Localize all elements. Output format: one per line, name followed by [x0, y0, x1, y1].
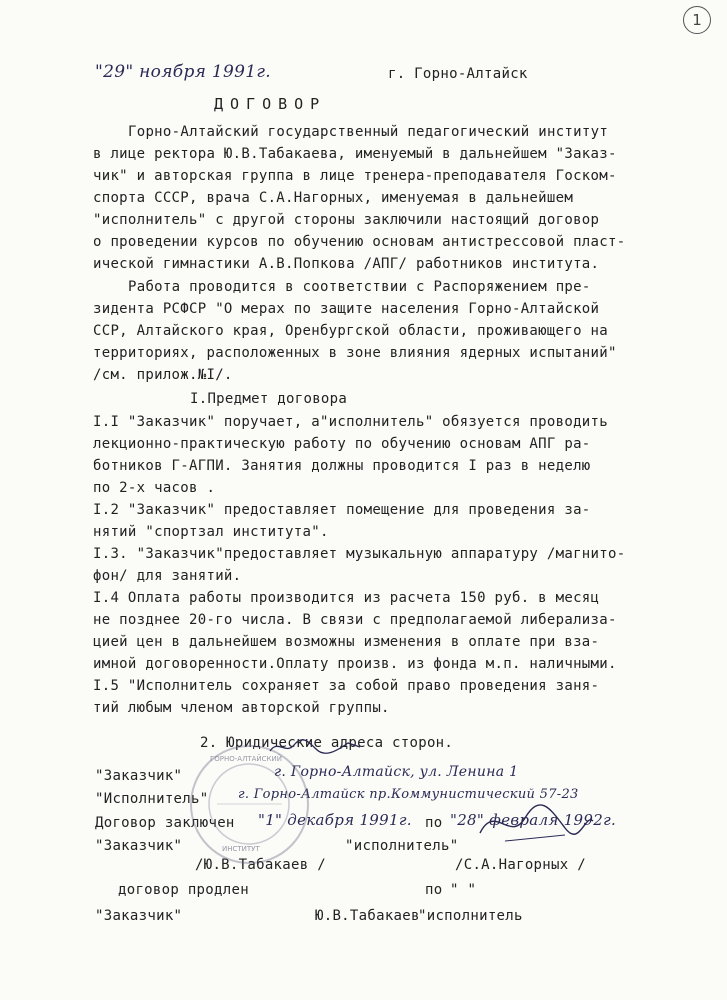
basis-line: ССР, Алтайского края, Оренбургской области, проживающего на: [93, 323, 608, 339]
section-1-heading: I.Предмет договора: [190, 391, 348, 407]
extended-label: договор продлен: [118, 882, 249, 898]
customer-address: г. Горно-Алтайск, ул. Ленина 1: [274, 764, 519, 780]
section-1-line: I.4 Оплата работы производится из расчета 150 руб. в месяц: [93, 590, 600, 606]
signature-executor-label: "исполнитель": [345, 838, 459, 854]
intro-line: ической гимнастики А.В.Попкова /АПГ/ работников института.: [93, 256, 600, 272]
basis-line: /см. прилож.№I/.: [93, 367, 233, 383]
final-customer-label: "Заказчик": [95, 908, 183, 924]
section-1-line: фон/ для занятий.: [93, 568, 242, 584]
extended-to: " ": [450, 882, 477, 898]
basis-line: территориях, расположенных в зоне влияния ядерных испытаний": [93, 345, 617, 361]
section-1-line: I.5 "Исполнитель сохраняет за собой право проведения заня-: [93, 678, 600, 694]
section-1-line: I.2 "Заказчик" предоставляет помещение для проведения за-: [93, 502, 591, 518]
concluded-from: "1" декабря 1991г.: [258, 811, 412, 829]
customer-signer: /Ю.В.Табакаев /: [195, 857, 326, 873]
section-1-line: I.I "Заказчик" поручает, а"исполнитель" обязуется проводить: [93, 414, 608, 430]
basis-line: Работа проводится в соответствии с Распоряжением пре-: [128, 279, 591, 295]
intro-line: спорта СССР, врача С.А.Нагорных, именуемая в дальнейшем: [93, 190, 574, 206]
executor-address: г. Горно-Алтайск пр.Коммунистический 57-23: [238, 787, 579, 802]
section-1-line: лекционно-практическую работу по обучению основам АПГ ра-: [93, 436, 591, 452]
basis-line: зидента РСФСР "О мерах по защите населения Горно-Алтайской: [93, 301, 600, 317]
customer-signature-mark: [268, 737, 363, 757]
executor-signer: /С.А.Нагорных /: [455, 857, 586, 873]
executor-signature-mark: [475, 793, 595, 853]
document-title: ДОГОВОР: [214, 95, 327, 113]
concluded-to-label: по: [425, 815, 443, 831]
intro-line: о проведении курсов по обучению основам антистрессовой пласт-: [93, 234, 626, 250]
official-stamp: [190, 745, 309, 864]
section-1-line: цией цен в дальнейшем возможны изменения в оплате при вза-: [93, 634, 600, 650]
concluded-label: Договор заключен: [95, 815, 235, 831]
contract-city: г. Горно-Алтайск: [388, 66, 528, 82]
signature-customer-label: "Заказчик": [95, 838, 183, 854]
section-2-heading: 2. Юридические адреса сторон.: [200, 735, 454, 751]
page-number: 1: [683, 6, 711, 34]
executor-label: "Исполнитель": [95, 791, 209, 807]
final-executor-label: "исполнитель: [418, 908, 523, 924]
section-1-line: ботников Г-АГПИ. Занятия должны проводится I раз в неделю: [93, 458, 591, 474]
section-1-line: I.3. "Заказчик"предоставляет музыкальную аппаратуру /магнито-: [93, 546, 626, 562]
section-1-line: не позднее 20-го числа. В связи с предполагаемой либерализа-: [93, 612, 617, 628]
customer-label: "Заказчик": [95, 768, 183, 784]
stamp-text-bottom: ИНСТИТУТ: [222, 845, 260, 853]
intro-line: в лице ректора Ю.В.Табакаева, именуемый в дальнейшем "Заказ-: [93, 146, 617, 162]
intro-line: Горно-Алтайский государственный педагогический институт: [128, 124, 609, 140]
intro-line: "исполнитель" с другой стороны заключили настоящий договор: [93, 212, 600, 228]
final-customer-name: Ю.В.Табакаев: [315, 908, 420, 924]
concluded-to: "28" февраля 1992г.: [450, 811, 617, 829]
stamp-text-top: ГОРНО-АЛТАЙСКИЙ: [210, 755, 282, 763]
contract-date: "29" ноября 1991г.: [95, 62, 271, 82]
section-1-line: тий любым членом авторской группы.: [93, 700, 390, 716]
section-1-line: имной договоренности.Оплату произв. из фонда м.п. наличными.: [93, 656, 617, 672]
intro-line: чик" и авторская группа в лице тренера-преподавателя Госком-: [93, 168, 617, 184]
extended-to-label: по: [425, 882, 443, 898]
section-1-line: по 2-х часов .: [93, 480, 216, 496]
section-1-line: нятий "спортзал института".: [93, 524, 329, 540]
